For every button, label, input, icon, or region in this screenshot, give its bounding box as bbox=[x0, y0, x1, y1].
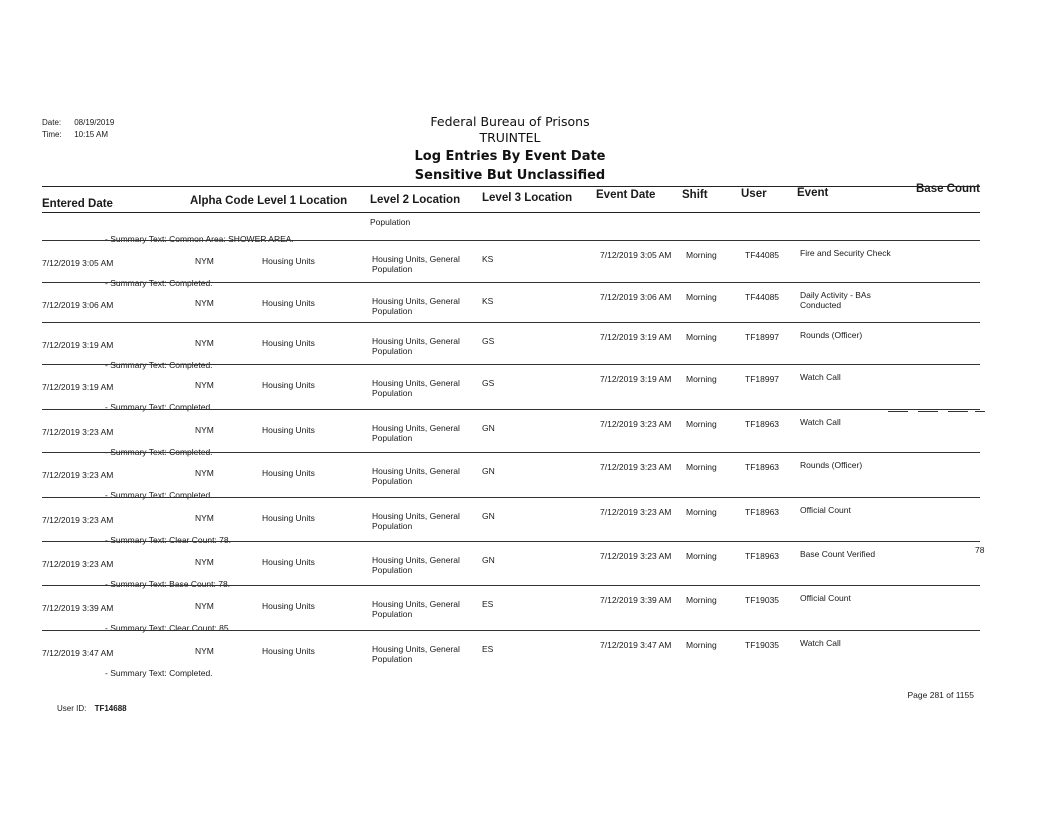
table-row bbox=[0, 497, 1056, 545]
cell-event-date: 7/12/2019 3:19 AM bbox=[600, 374, 672, 384]
cell-shift: Morning bbox=[686, 374, 717, 384]
row-summary: - Summary Text: Completed. bbox=[105, 490, 213, 500]
cell-entered: 7/12/2019 3:47 AM bbox=[42, 648, 114, 658]
cell-level1: Housing Units bbox=[262, 425, 315, 435]
cell-level1: Housing Units bbox=[262, 298, 315, 308]
cell-event-date: 7/12/2019 3:47 AM bbox=[600, 640, 672, 650]
footer-user-id bbox=[57, 704, 127, 713]
cell-alpha: NYM bbox=[195, 425, 214, 435]
cell-level2: Housing Units, General Population bbox=[372, 555, 460, 575]
cell-level2: Housing Units, General Population bbox=[372, 254, 460, 274]
cell-level1: Housing Units bbox=[262, 256, 315, 266]
cell-level3: GN bbox=[482, 423, 495, 433]
cell-level2: Housing Units, General Population bbox=[372, 644, 460, 664]
row-summary: - Summary Text: Completed. bbox=[105, 360, 213, 370]
cell-event: Fire and Security Check bbox=[800, 248, 891, 258]
cell-level3: GN bbox=[482, 466, 495, 476]
col-entered-date: Entered Date bbox=[42, 198, 113, 210]
cell-alpha: NYM bbox=[195, 513, 214, 523]
row-separator bbox=[42, 322, 980, 323]
table-row bbox=[0, 452, 1056, 500]
row-separator bbox=[42, 541, 980, 542]
cell-alpha: NYM bbox=[195, 256, 214, 266]
user-id-label: User ID: bbox=[57, 704, 87, 713]
cell-event: Official Count bbox=[800, 593, 851, 603]
cell-shift: Morning bbox=[686, 551, 717, 561]
cell-base-count: 78 bbox=[975, 545, 985, 555]
cell-level1: Housing Units bbox=[262, 513, 315, 523]
row-summary: - Summary Text: Base Count: 78. bbox=[105, 579, 231, 589]
cell-user: TF19035 bbox=[745, 640, 780, 650]
date-value: 08/19/2019 bbox=[74, 118, 115, 127]
classification-title: Sensitive But Unclassified bbox=[414, 168, 606, 183]
row-summary: - Summary Text: Completed. bbox=[105, 447, 213, 457]
cell-alpha: NYM bbox=[195, 557, 214, 567]
cell-level1: Housing Units bbox=[262, 380, 315, 390]
cell-shift: Morning bbox=[686, 595, 717, 605]
cell-level3: GN bbox=[482, 555, 495, 565]
cell-entered: 7/12/2019 3:19 AM bbox=[42, 340, 114, 350]
row-separator bbox=[42, 630, 980, 631]
cell-event: Base Count Verified bbox=[800, 549, 876, 559]
page-number: Page 281 of 1155 bbox=[907, 690, 974, 700]
row-separator bbox=[42, 409, 980, 410]
cell-level1: Housing Units bbox=[262, 468, 315, 478]
table-row bbox=[0, 409, 1056, 457]
cell-user: TF44085 bbox=[745, 250, 780, 260]
cell-user: TF19035 bbox=[745, 595, 780, 605]
row-separator bbox=[42, 497, 980, 498]
cell-event-date: 7/12/2019 3:23 AM bbox=[600, 419, 672, 429]
cell-level3: KS bbox=[482, 254, 494, 264]
cell-user: TF18963 bbox=[745, 551, 780, 561]
col-level2: Level 2 Location bbox=[370, 194, 461, 206]
cell-event-date: 7/12/2019 3:39 AM bbox=[600, 595, 672, 605]
cell-event-date: 7/12/2019 3:23 AM bbox=[600, 551, 672, 561]
cell-shift: Morning bbox=[686, 250, 717, 260]
cell-shift: Morning bbox=[686, 507, 717, 517]
date-label: Date: bbox=[42, 118, 62, 127]
row-separator bbox=[42, 240, 980, 241]
agency-title: Federal Bureau of Prisons bbox=[430, 114, 590, 129]
cell-alpha: NYM bbox=[195, 468, 214, 478]
col-base-count: Base Count bbox=[916, 183, 980, 195]
col-event: Event bbox=[797, 187, 829, 199]
cell-entered: 7/12/2019 3:19 AM bbox=[42, 382, 114, 392]
cell-event: Watch Call bbox=[800, 372, 841, 382]
cell-event: Rounds (Officer) bbox=[800, 330, 863, 340]
cell-event: Daily Activity - BAs Conducted bbox=[800, 290, 871, 310]
row-separator bbox=[42, 282, 980, 283]
cell-event-date: 7/12/2019 3:05 AM bbox=[600, 250, 672, 260]
time-value: 10:15 AM bbox=[74, 130, 109, 139]
cell-event: Watch Call bbox=[800, 417, 841, 427]
cell-level1: Housing Units bbox=[262, 646, 315, 656]
cell-user: TF18963 bbox=[745, 462, 780, 472]
cell-level3: ES bbox=[482, 644, 494, 654]
cell-alpha: NYM bbox=[195, 646, 214, 656]
cell-event-date: 7/12/2019 3:19 AM bbox=[600, 332, 672, 342]
cell-user: TF18997 bbox=[745, 332, 780, 342]
cell-alpha: NYM bbox=[195, 380, 214, 390]
cell-level1: Housing Units bbox=[262, 557, 315, 567]
cell-event: Official Count bbox=[800, 505, 851, 515]
cell-user: TF18963 bbox=[745, 507, 780, 517]
cell-level2: Housing Units, General Population bbox=[372, 599, 460, 619]
cell-level3: KS bbox=[482, 296, 494, 306]
table-row bbox=[0, 240, 1056, 288]
dash-mark bbox=[918, 411, 938, 412]
row-summary: - Summary Text: Completed. bbox=[105, 278, 213, 288]
table-row bbox=[0, 541, 1056, 589]
col-event-date: Event Date bbox=[596, 189, 656, 201]
cell-event-date: 7/12/2019 3:06 AM bbox=[600, 292, 672, 302]
row-separator bbox=[42, 364, 980, 365]
time-label: Time: bbox=[42, 130, 62, 139]
table-row bbox=[0, 585, 1056, 633]
cell-level1: Housing Units bbox=[262, 338, 315, 348]
cell-event: Watch Call bbox=[800, 638, 841, 648]
header-top-rule bbox=[42, 186, 980, 187]
cell-event-date: 7/12/2019 3:23 AM bbox=[600, 462, 672, 472]
cell-level2: Housing Units, General Population bbox=[372, 423, 460, 443]
row-separator bbox=[42, 452, 980, 453]
cell-shift: Morning bbox=[686, 462, 717, 472]
cell-level3: GS bbox=[482, 336, 495, 346]
cell-entered: 7/12/2019 3:23 AM bbox=[42, 427, 114, 437]
cell-level2: Housing Units, General Population bbox=[372, 378, 460, 398]
cell-level3: ES bbox=[482, 599, 494, 609]
row-summary: - Summary Text: Completed. bbox=[105, 668, 213, 678]
cell-user: TF18997 bbox=[745, 374, 780, 384]
cell-event: Rounds (Officer) bbox=[800, 460, 863, 470]
cell-level1: Housing Units bbox=[262, 601, 315, 611]
report-title: Log Entries By Event Date bbox=[414, 149, 606, 164]
cell-shift: Morning bbox=[686, 640, 717, 650]
cell-level2: Housing Units, General Population bbox=[372, 466, 460, 486]
dash-mark bbox=[948, 411, 968, 412]
dash-mark bbox=[888, 411, 908, 412]
cell-entered: 7/12/2019 3:06 AM bbox=[42, 300, 114, 310]
row-separator bbox=[42, 585, 980, 586]
cell-shift: Morning bbox=[686, 292, 717, 302]
cell-event-date: 7/12/2019 3:23 AM bbox=[600, 507, 672, 517]
carryover-level2: Population bbox=[370, 217, 411, 227]
col-shift: Shift bbox=[682, 189, 708, 201]
carryover-summary: - Summary Text: Common Area: SHOWER AREA. bbox=[105, 234, 294, 244]
cell-alpha: NYM bbox=[195, 601, 214, 611]
cell-alpha: NYM bbox=[195, 298, 214, 308]
cell-level3: GS bbox=[482, 378, 495, 388]
table-row bbox=[0, 630, 1056, 678]
user-id-value: TF14688 bbox=[94, 704, 127, 713]
system-title: TRUINTEL bbox=[479, 130, 541, 145]
cell-entered: 7/12/2019 3:23 AM bbox=[42, 515, 114, 525]
cell-shift: Morning bbox=[686, 332, 717, 342]
table-row bbox=[0, 322, 1056, 370]
table-row bbox=[0, 282, 1056, 326]
cell-alpha: NYM bbox=[195, 338, 214, 348]
header-bottom-rule bbox=[42, 212, 980, 213]
cell-user: TF18963 bbox=[745, 419, 780, 429]
row-summary: - Summary Text: Clear Count: 85. bbox=[105, 623, 231, 633]
col-alpha-level1: Alpha Code Level 1 Location bbox=[190, 195, 348, 207]
cell-level2: Housing Units, General Population bbox=[372, 336, 460, 356]
cell-entered: 7/12/2019 3:05 AM bbox=[42, 258, 114, 268]
cell-shift: Morning bbox=[686, 419, 717, 429]
cell-entered: 7/12/2019 3:39 AM bbox=[42, 603, 114, 613]
cell-level2: Housing Units, General Population bbox=[372, 511, 460, 531]
cell-level2: Housing Units, General Population bbox=[372, 296, 460, 316]
table-row bbox=[0, 364, 1056, 412]
dash-mark bbox=[975, 411, 985, 412]
col-level3: Level 3 Location bbox=[482, 192, 573, 204]
row-summary: - Summary Text: Completed. bbox=[105, 402, 213, 412]
cell-user: TF44085 bbox=[745, 292, 780, 302]
cell-entered: 7/12/2019 3:23 AM bbox=[42, 470, 114, 480]
col-user: User bbox=[741, 188, 767, 200]
row-summary: - Summary Text: Clear Count: 78. bbox=[105, 535, 231, 545]
cell-entered: 7/12/2019 3:23 AM bbox=[42, 559, 114, 569]
cell-level3: GN bbox=[482, 511, 495, 521]
